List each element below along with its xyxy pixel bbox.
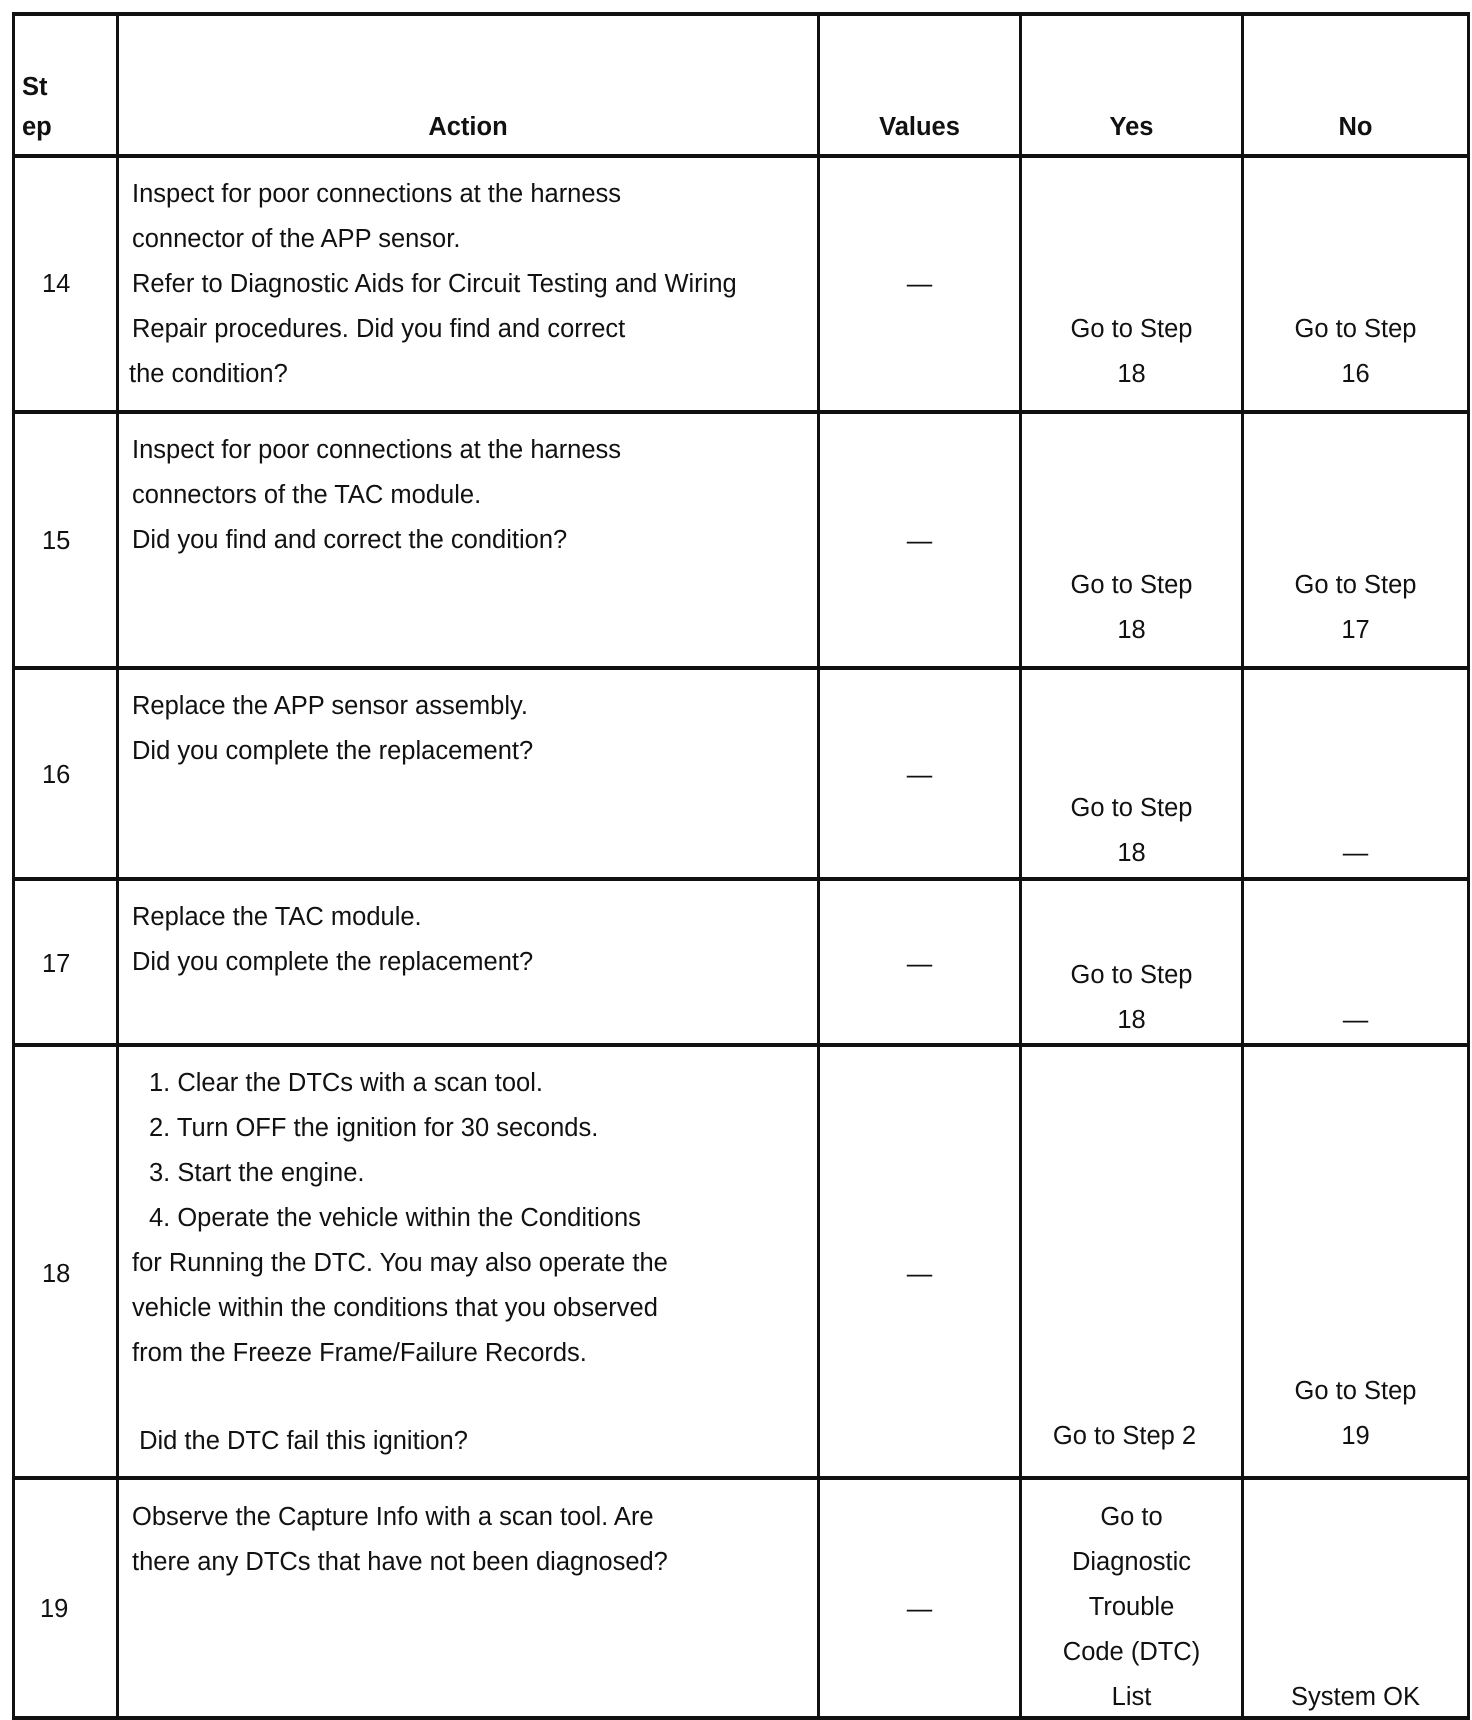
table-rule bbox=[1467, 12, 1470, 1718]
yes-cell: Go to Diagnostic Trouble Code (DTC) List bbox=[1062, 1503, 1201, 1711]
step-number: 19 bbox=[40, 1595, 69, 1623]
header-no: No bbox=[1338, 113, 1373, 141]
values-cell: — bbox=[906, 270, 933, 298]
action-text: Inspect for poor connections at the harness connectors of the TAC module. Did you find and correct the condition? bbox=[132, 436, 622, 554]
no-cell: Go to Step 17 bbox=[1294, 571, 1417, 644]
no-cell: Go to Step 19 bbox=[1294, 1377, 1417, 1450]
step-number: 18 bbox=[42, 1260, 71, 1288]
header-step: St ep bbox=[22, 73, 52, 141]
no-cell: — bbox=[1342, 839, 1369, 867]
step-number: 15 bbox=[42, 527, 71, 555]
values-cell: — bbox=[906, 527, 933, 555]
no-cell: System OK bbox=[1291, 1683, 1420, 1711]
action-text: Observe the Capture Info with a scan tool. Are there any DTCs that have not been diagnosed? bbox=[132, 1503, 668, 1576]
step-number: 14 bbox=[42, 270, 71, 298]
yes-cell: Go to Step 18 bbox=[1070, 315, 1193, 388]
table-rule bbox=[12, 154, 1470, 158]
diagnostic-table bbox=[12, 12, 1470, 1718]
step-number: 16 bbox=[42, 761, 71, 789]
yes-cell: Go to Step 18 bbox=[1070, 961, 1193, 1034]
yes-cell: Go to Step 18 bbox=[1070, 571, 1193, 644]
step-number: 17 bbox=[42, 950, 71, 978]
action-text: Inspect for poor connections at the harness connector of the APP sensor. Refer to Diagnostic Aids for Circuit Testing and Wiring Repair procedures. Did you find and correct the condition? bbox=[129, 180, 737, 388]
no-cell: — bbox=[1342, 1006, 1369, 1034]
values-cell: — bbox=[906, 950, 933, 978]
no-cell: Go to Step 16 bbox=[1294, 315, 1417, 388]
table-rule bbox=[12, 12, 15, 1718]
action-text: Replace the APP sensor assembly. Did you complete the replacement? bbox=[132, 692, 534, 765]
table-rule bbox=[12, 12, 1470, 16]
action-text: Replace the TAC module. Did you complete the replacement? bbox=[132, 903, 534, 976]
yes-cell: Go to Step 2 bbox=[1052, 1422, 1197, 1450]
table-rule bbox=[116, 12, 119, 1718]
action-text: 1. Clear the DTCs with a scan tool. 2. Turn OFF the ignition for 30 seconds. 3. Start the engine. 4. Operate the vehicle within the Conditions for Running the DTC. You may also operate the vehicle within the conditions that you observed from the Freeze Frame/Failure Records. Did the DTC fail this ignition? bbox=[132, 1069, 668, 1455]
table-rule bbox=[12, 1476, 1470, 1480]
values-cell: — bbox=[906, 1260, 933, 1288]
header-action: Action bbox=[428, 113, 508, 141]
values-cell: — bbox=[906, 761, 933, 789]
table-rule bbox=[12, 1043, 1470, 1047]
header-values: Values bbox=[879, 113, 960, 141]
yes-cell: Go to Step 18 bbox=[1070, 794, 1193, 867]
table-rule bbox=[12, 877, 1470, 881]
table-rule bbox=[12, 666, 1470, 670]
header-yes: Yes bbox=[1109, 113, 1154, 141]
table-rule bbox=[12, 410, 1470, 414]
values-cell: — bbox=[906, 1595, 933, 1623]
